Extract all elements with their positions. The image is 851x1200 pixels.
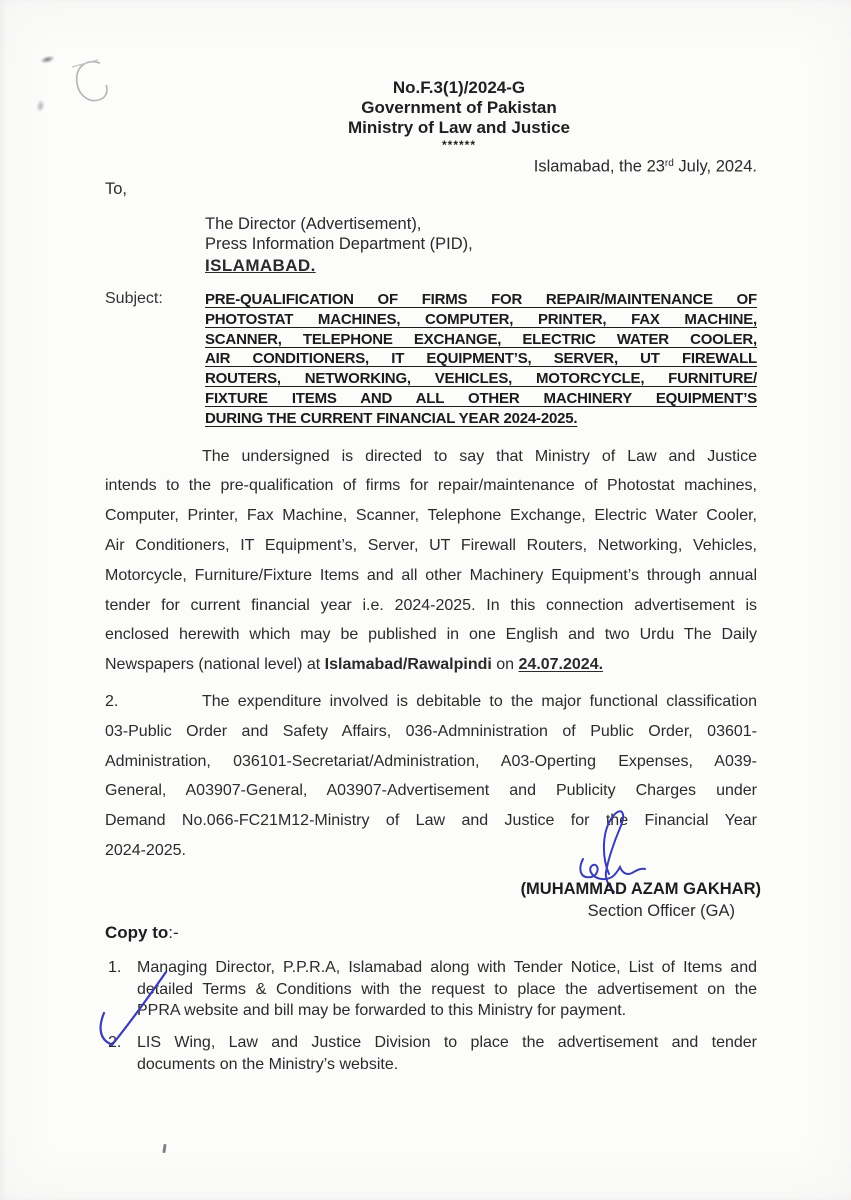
addressee-line-1: The Director (Advertisement), <box>205 214 422 233</box>
subject-text <box>205 290 757 429</box>
addressee-block <box>205 214 757 277</box>
checkmark-ink <box>88 963 172 1049</box>
para2-line: Demand No.066-FC21M12-Ministry of Law and Justice for the Financial Year <box>105 812 757 830</box>
para1-line: intends to the pre-qualification of firms for repair/maintenance of Photostat machines, <box>105 477 757 495</box>
para1-line: tender for current financial year i.e. 2024-2025. In this connection advertisement is <box>105 596 757 614</box>
para2-line: The expenditure involved is debitable to the major functional classification <box>202 692 757 710</box>
scan-smudge-mark <box>39 54 55 65</box>
para1-line: Air Conditioners, IT Equipment’s, Server, UT Firewall Routers, Networking, Vehicles, <box>105 536 757 554</box>
copy-item-last-line: PPRA website and bill may be forwarded to this Ministry for payment. <box>137 1002 627 1020</box>
para2-line: General, A03907-General, A03907-Advertisement and Publicity Charges under <box>105 782 757 800</box>
publish-date-bold-underline: 24.07.2024. <box>518 656 604 674</box>
government-line: Government of Pakistan <box>361 98 557 117</box>
scan-smudge-mark-2 <box>35 98 47 114</box>
copy-to-list <box>105 957 757 1076</box>
date-line <box>105 157 757 177</box>
para1-line: Computer, Printer, Fax Machine, Scanner, Telephone Exchange, Electric Water Cooler, <box>105 507 757 525</box>
date-ordinal-superscript: rd <box>664 158 674 169</box>
para2-last-line: 2024-2025. <box>105 841 186 859</box>
scan-speck-mark <box>162 1144 166 1153</box>
subject-line: FIXTURE ITEMS AND ALL OTHER MACHINERY EQUIPMENT’S <box>205 389 757 407</box>
copy-item-line: LIS Wing, Law and Justice Division to place the advertisement and tender <box>137 1034 757 1052</box>
date-prefix: Islamabad, the 23 <box>533 157 665 176</box>
subject-line: SCANNER, TELEPHONE EXCHANGE, ELECTRIC WATER COOLER, <box>205 330 757 348</box>
separator-stars: ****** <box>441 138 477 152</box>
copy-item-last-line: documents on the Ministry’s website. <box>137 1055 399 1073</box>
to-label: To, <box>105 179 128 198</box>
para1-line: Motorcycle, Furniture/Fixture Items and all other Machinery Equipment’s through annual <box>105 566 757 584</box>
para2-number: 2. <box>105 692 119 710</box>
para1-last-line <box>105 650 757 680</box>
copy-to-bold: Copy to <box>105 922 169 942</box>
addressee-line-2: Press Information Department (PID), <box>205 235 473 253</box>
addressee-city: ISLAMABAD. <box>205 255 316 275</box>
copy-item-2 <box>105 1032 757 1076</box>
letterhead <box>133 78 785 152</box>
copy-item-1 <box>105 957 757 1022</box>
reference-number: No.F.3(1)/2024-G <box>392 78 526 97</box>
subject-line: DURING THE CURRENT FINANCIAL YEAR 2024-2025. <box>205 409 578 427</box>
signatory-title: Section Officer (GA) <box>587 902 735 920</box>
ministry-line: Ministry of Law and Justice <box>348 118 570 137</box>
cities-bold: Islamabad/Rawalpindi <box>324 656 492 674</box>
copy-item-1-number: 1. <box>108 958 122 976</box>
signature-block <box>431 806 761 921</box>
para2-line: 03-Public Order and Safety Affairs, 036-Admninistration of Public Order, 03601- <box>105 722 757 740</box>
para1-last-mid: on <box>491 656 519 674</box>
subject-line: PHOTOSTAT MACHINES, COMPUTER, PRINTER, FAX MACHINE, <box>205 310 757 328</box>
para1-last-pre: Newspapers (national level) at <box>105 656 325 674</box>
para1-line: enclosed herewith which may be published in one English and two Urdu The Daily <box>105 626 757 644</box>
copy-to-rest: :- <box>168 922 179 942</box>
para2-first-line <box>105 687 757 717</box>
date-suffix: July, 2024. <box>673 157 757 176</box>
copy-to-label <box>105 923 757 943</box>
copy-item-2-number: 2. <box>108 1034 122 1052</box>
copy-item-line: Managing Director, P.P.R.A, Islamabad along with Tender Notice, List of Items and <box>137 958 757 976</box>
copy-item-line: detailed Terms & Conditions with the request to place the advertisement on the <box>137 980 757 998</box>
signature-ink <box>569 806 679 878</box>
body-paragraph-1 <box>105 442 757 680</box>
signatory-name: (MUHAMMAD AZAM GAKHAR) <box>520 880 761 898</box>
subject-line: ROUTERS, NETWORKING, VEHICLES, MOTORCYCLE, FURNITURE/ <box>205 370 757 388</box>
subject-label: Subject: <box>105 290 163 307</box>
para1-line: The undersigned is directed to say that Ministry of Law and Justice <box>202 447 757 465</box>
subject-section <box>105 290 757 429</box>
para2-line: Administration, 036101-Secretariat/Administration, A03-Operting Expenses, A039- <box>105 752 757 770</box>
subject-line: AIR CONDITIONERS, IT EQUIPMENT’S, SERVER, UT FIREWALL <box>205 350 757 368</box>
subject-line: PRE-QUALIFICATION OF FIRMS FOR REPAIR/MAINTENANCE OF <box>205 291 757 308</box>
